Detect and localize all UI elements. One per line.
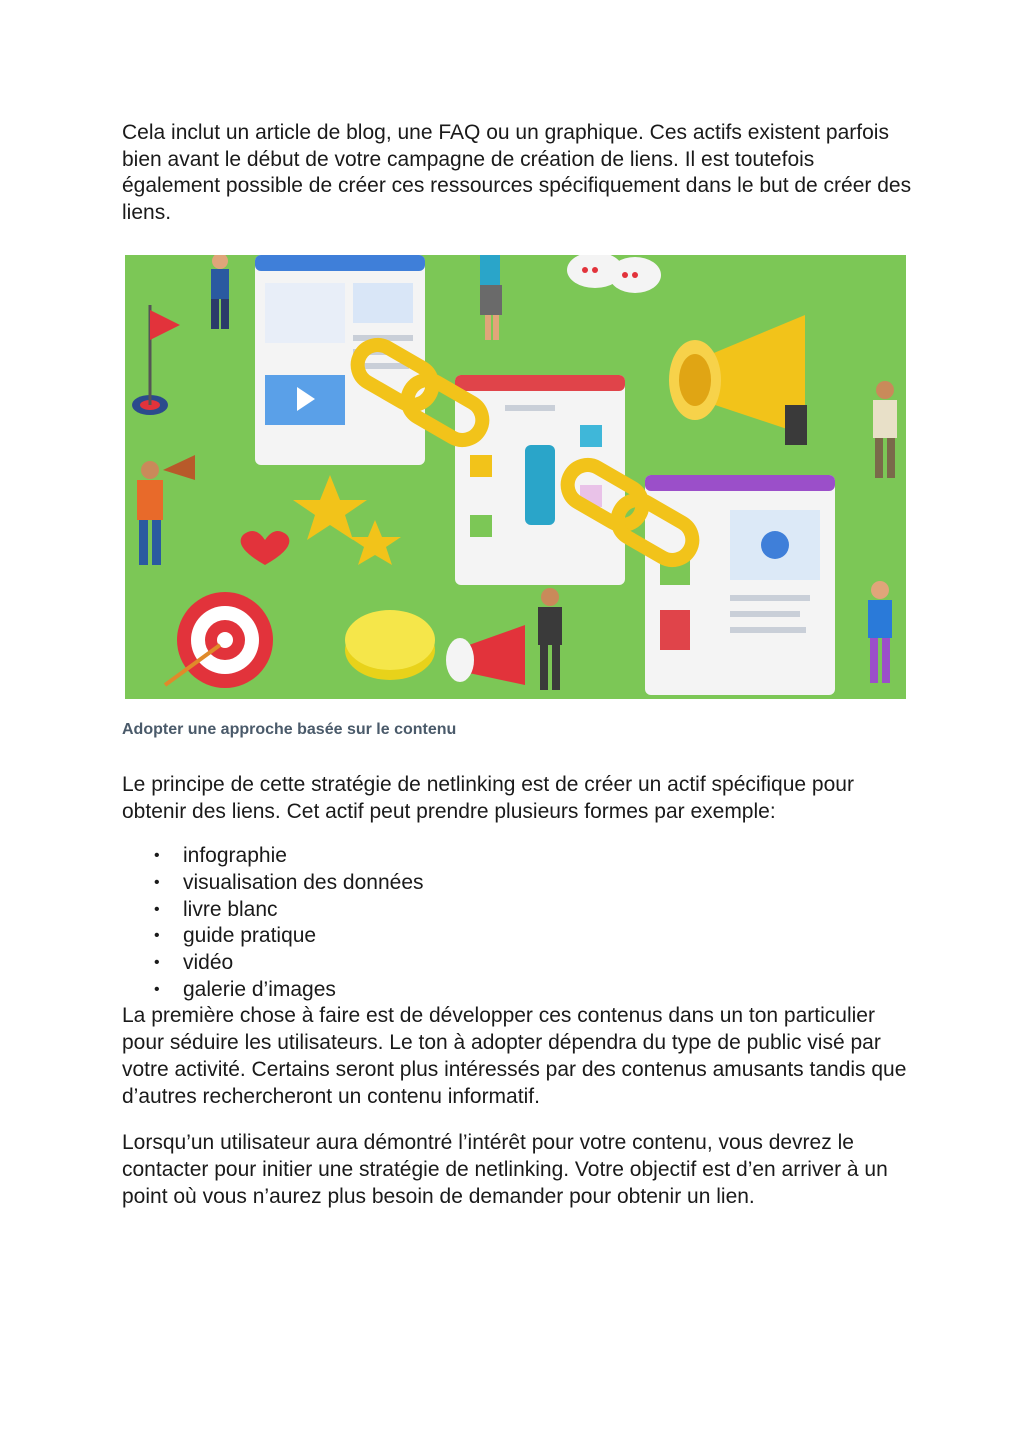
list-item-text: visualisation des données	[183, 870, 424, 894]
tone-paragraph: La première chose à faire est de développer ces contenus dans un ton particulier pour séduire les utilisateurs. Le ton à adopter dépendra du type de public visé par votre activité. Certains seront plus intéressés par des contenus amusants tandis que d’autres rechercheront un contenu informatif.	[122, 1004, 907, 1108]
document-page	[122, 120, 912, 1210]
bullet-icon: •	[154, 980, 160, 998]
contact-paragraph: Lorsqu’un utilisateur aura démontré l’intérêt pour votre contenu, vous devrez le contacter pour initier une stratégie de netlinking. Votre objectif est d’en arriver à un point où vous n’aurez plus besoin de demander pour obtenir un lien.	[122, 1131, 888, 1208]
list-item-text: infographie	[183, 844, 287, 868]
list-item	[122, 977, 912, 1004]
asset-forms-list	[122, 843, 912, 1003]
bullet-icon: •	[154, 927, 160, 945]
list-item-text: livre blanc	[183, 897, 278, 921]
bullet-icon: •	[154, 873, 160, 891]
list-item	[122, 870, 912, 897]
figure-caption: Adopter une approche basée sur le contenu	[122, 720, 457, 738]
bullet-icon: •	[154, 900, 160, 918]
list-item-text: guide pratique	[183, 924, 317, 948]
list-item	[122, 923, 912, 950]
principle-paragraph: Le principe de cette stratégie de netlinking est de créer un actif spécifique pour obtenir des liens. Cet actif peut prendre plusieurs formes par exemple:	[122, 772, 854, 823]
list-item-text: vidéo	[183, 951, 234, 975]
illustration-netlinking	[125, 255, 906, 699]
illustration-svg	[125, 255, 906, 699]
bullet-icon: •	[154, 847, 160, 865]
intro-paragraph: Cela inclut un article de blog, une FAQ ou un graphique. Ces actifs existent parfois bien avant le début de votre campagne de création de liens. Il est toutefois également possible de créer ces ressources spécifiquement dans le but de créer des liens.	[122, 121, 912, 225]
browser-window-purple-icon	[645, 475, 835, 695]
list-item	[122, 950, 912, 977]
coin-icon	[345, 610, 435, 680]
list-item	[122, 897, 912, 924]
list-item-text: galerie d’images	[183, 977, 336, 1001]
bullet-icon: •	[154, 954, 160, 972]
list-item	[122, 843, 912, 870]
